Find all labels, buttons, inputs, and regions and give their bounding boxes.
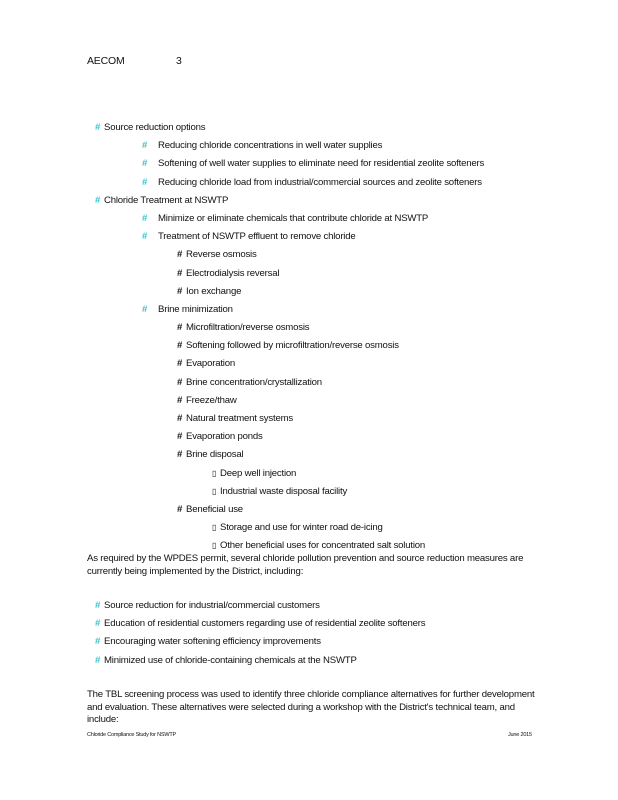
header-page-number: 3 [176, 55, 182, 67]
outline-list [0, 119, 618, 556]
bullet-icon: # [177, 413, 183, 424]
list-item-text: Brine disposal [186, 449, 244, 461]
list-item-text: Treatment of NSWTP effluent to remove chloride [158, 231, 356, 243]
list-item [0, 301, 618, 319]
list-item-text: Chloride Treatment at NSWTP [104, 194, 229, 206]
bullet-icon: # [177, 394, 183, 406]
bullet-icon: # [95, 654, 101, 666]
bullet-icon: # [142, 212, 148, 224]
bullet-icon: # [177, 285, 183, 297]
list-item [0, 633, 618, 651]
bullet-icon: ▯ [212, 468, 217, 478]
list-item [0, 174, 618, 192]
list-item [0, 615, 618, 633]
bullet-icon: # [142, 231, 148, 243]
list-item-text: Softening followed by microfiltration/reverse osmosis [186, 340, 399, 352]
list-item [0, 337, 618, 355]
footer-date: June 2015 [508, 732, 532, 738]
bullet-icon: # [95, 600, 101, 611]
list-item [0, 137, 618, 155]
list-item-text: Encouraging water softening efficiency improvements [104, 636, 321, 648]
bullet-icon: # [177, 267, 183, 279]
header-company: AECOM [87, 55, 125, 67]
list-item [0, 597, 618, 615]
bullet-icon: # [95, 618, 101, 630]
list-item [0, 283, 618, 301]
list-item-text: Source reduction options [104, 122, 206, 133]
bullet-icon: # [95, 122, 101, 133]
list-item [0, 265, 618, 283]
list-item [0, 465, 618, 483]
list-item-text: Minimized use of chloride-containing chemicals at the NSWTP [104, 654, 357, 666]
bullet-icon: # [95, 194, 101, 206]
measures-list [0, 597, 618, 670]
bullet-icon: # [177, 322, 183, 334]
bullet-icon: # [142, 158, 148, 170]
list-item-text: Evaporation ponds [186, 431, 263, 443]
list-item [0, 652, 618, 670]
list-item-text: Natural treatment systems [186, 413, 293, 424]
list-item-text: Storage and use for winter road de-icing [220, 522, 383, 534]
footer-title: Chloride Compliance Study for NSWTP [87, 732, 176, 738]
bullet-icon: # [177, 431, 183, 443]
list-item [0, 428, 618, 446]
list-item [0, 501, 618, 519]
list-item-text: Brine concentration/crystallization [186, 376, 322, 388]
list-item-text: Reducing chloride load from industrial/commercial sources and zeolite softeners [158, 176, 482, 188]
list-item [0, 246, 618, 264]
list-item-text: Evaporation [186, 358, 236, 370]
list-item-text: Reducing chloride concentrations in well water supplies [158, 140, 383, 152]
bullet-icon: # [177, 249, 183, 261]
list-item-text: Beneficial use [186, 503, 243, 515]
list-item [0, 228, 618, 246]
bullet-icon: # [177, 449, 183, 461]
list-item-text: Ion exchange [186, 285, 242, 297]
list-item [0, 210, 618, 228]
bullet-icon: ▯ [212, 523, 217, 533]
list-item-text: Industrial waste disposal facility [220, 485, 348, 497]
bullet-icon: # [142, 303, 148, 315]
bullet-icon: # [95, 636, 101, 648]
list-item-text: Softening of well water supplies to eliminate need for residential zeolite softeners [158, 158, 485, 170]
list-item-text: Reverse osmosis [186, 249, 257, 261]
list-item [0, 319, 618, 337]
list-item-text: Minimize or eliminate chemicals that contribute chloride at NSWTP [158, 212, 429, 224]
list-item [0, 446, 618, 464]
list-item [0, 355, 618, 373]
bullet-icon: ▯ [212, 541, 217, 551]
list-item-text: Other beneficial uses for concentrated salt solution [220, 540, 426, 552]
list-item-text: Electrodialysis reversal [186, 267, 280, 279]
list-item [0, 483, 618, 501]
list-item [0, 155, 618, 173]
list-item [0, 119, 618, 137]
list-item [0, 374, 618, 392]
list-item-text: Education of residential customers regarding use of residential zeolite softeners [104, 618, 426, 630]
bullet-icon: # [142, 140, 148, 152]
list-item [0, 519, 618, 537]
bullet-icon: # [177, 376, 183, 388]
list-item [0, 392, 618, 410]
bullet-icon: # [142, 176, 148, 188]
list-item-text: Source reduction for industrial/commercial customers [104, 600, 320, 611]
bullet-icon: # [177, 503, 183, 515]
list-item-text: Brine minimization [158, 303, 233, 315]
list-item-text: Deep well injection [220, 467, 297, 479]
bullet-icon: ▯ [212, 486, 217, 496]
paragraph-wpdes: As required by the WPDES permit, several chloride pollution prevention and source reduction measures are currently being implemented by the District, including: [87, 553, 524, 577]
list-item [0, 410, 618, 428]
bullet-icon: # [177, 340, 183, 352]
paragraph-tbl: The TBL screening process was used to identify three chloride compliance alternatives for further development and evaluation. These alternatives were selected during a workshop with the District's technical team, and include: [87, 689, 535, 725]
bullet-icon: # [177, 358, 183, 370]
list-item-text: Freeze/thaw [186, 394, 237, 406]
list-item [0, 192, 618, 210]
list-item-text: Microfiltration/reverse osmosis [186, 322, 310, 334]
